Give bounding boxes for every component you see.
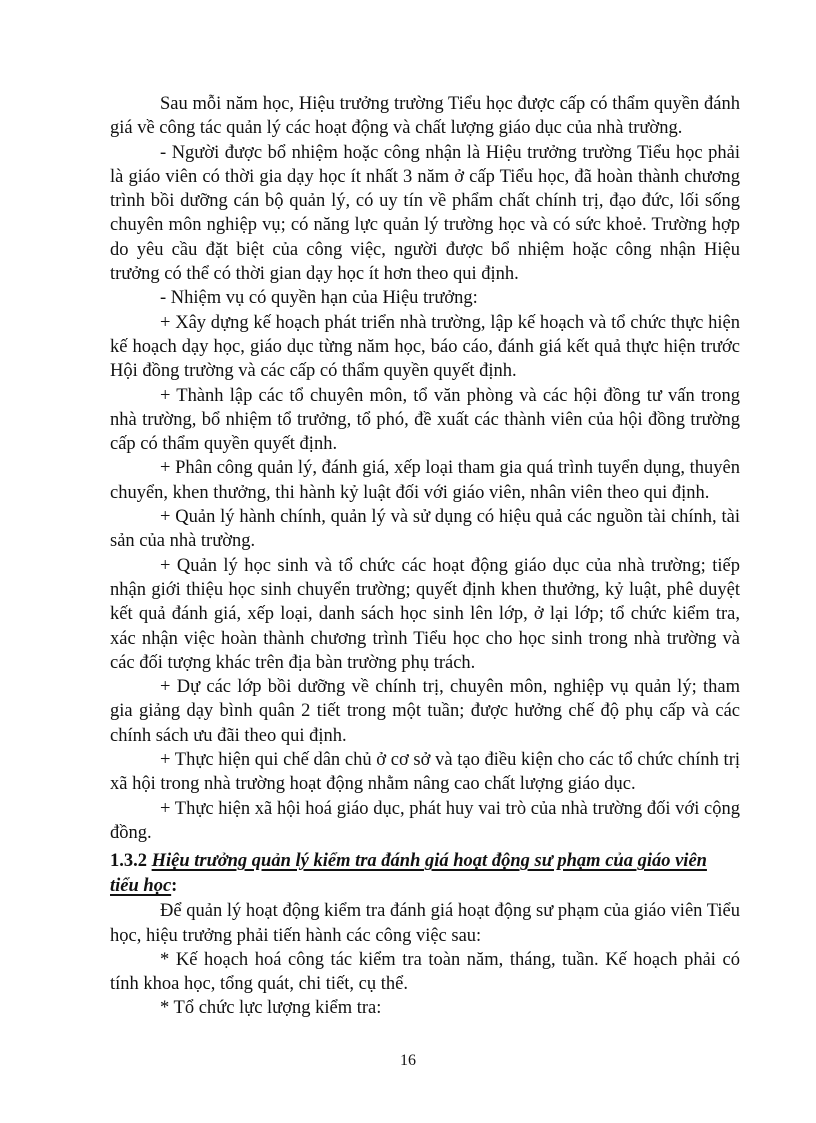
paragraph-duty-democracy: + Thực hiện qui chế dân chủ ở cơ sở và tạo điều kiện cho các tổ chức chính trị xã hội trong nhà trường hoạt động nhằm nâng cao chất lượng giáo dục. — [110, 750, 740, 795]
paragraph-duties-intro: - Nhiệm vụ có quyền hạn của Hiệu trưởng: — [160, 288, 478, 309]
paragraph-duty-socialization: + Thực hiện xã hội hoá giáo dục, phát huy vai trò của nhà trường đối với cộng đồng. — [110, 798, 740, 843]
paragraph-inspection-plan: * Kế hoạch hoá công tác kiểm tra toàn năm, tháng, tuần. Kế hoạch phải có tính khoa học, tổng quát, chi tiết, cụ thể. — [110, 949, 740, 995]
section-heading — [110, 849, 740, 899]
page-number: 16 — [400, 1052, 416, 1069]
section-number: 1.3.2 — [110, 851, 147, 872]
paragraph-section-intro: Để quản lý hoạt động kiểm tra đánh giá hoạt động sư phạm của giáo viên Tiểu học, hiệu trưởng phải tiến hành các công việc sau: — [110, 901, 740, 946]
paragraph-duty-students: + Quản lý học sinh và tổ chức các hoạt động giáo dục của nhà trường; tiếp nhận giới thiệu học sinh chuyển trường; quyết định khen thưởng, kỷ luật, phê duyệt kết quả đánh giá, xếp loại, danh sách học sinh lên lớp, ở lại lớp; tổ chức kiểm tra, xác nhận việc hoàn thành chương trình Tiểu học cho học sinh trong nhà trường và các đối tượng khác trên địa bàn trường phụ trách. — [110, 555, 740, 673]
paragraph-duty-staff: + Phân công quản lý, đánh giá, xếp loại tham gia quá trình tuyển dụng, thuyên chuyển, khen thưởng, thi hành kỷ luật đối với giáo viên, nhân viên theo qui định. — [110, 458, 740, 503]
paragraph-duty-planning: + Xây dựng kế hoạch phát triển nhà trường, lập kế hoạch và tổ chức thực hiện kế hoạch dạy học, giáo dục từng năm học, báo cáo, đánh giá kết quả thực hiện trước Hội đồng trường và các cấp có thẩm quyền quyết định. — [110, 312, 740, 382]
paragraph-duty-organization: + Thành lập các tổ chuyên môn, tổ văn phòng và các hội đồng tư vấn trong nhà trường, bổ nhiệm tổ trưởng, tổ phó, đề xuất các thành viên của hội đồng trường cấp có thẩm quyền quyết định. — [110, 385, 740, 455]
paragraph-duty-training: + Dự các lớp bồi dưỡng về chính trị, chuyên môn, nghiệp vụ quản lý; tham gia giảng dạy bình quân 2 tiết trong một tuần; được hưởng chế độ phụ cấp và các chính sách ưu đãi theo qui định. — [110, 677, 740, 746]
paragraph-duty-finance: + Quản lý hành chính, quản lý và sử dụng có hiệu quả các nguồn tài chính, tài sản của nhà trường. — [110, 507, 740, 552]
section-title: Hiệu trưởng quản lý kiểm tra đánh giá hoạt động sư phạm của giáo viên tiểu học — [110, 851, 707, 897]
paragraph-inspection-force: * Tổ chức lực lượng kiểm tra: — [160, 998, 382, 1019]
paragraph-principal-evaluation: Sau mỗi năm học, Hiệu trưởng trường Tiểu học được cấp có thẩm quyền đánh giá về công tác quản lý các hoạt động và chất lượng giáo dục của nhà trường. — [110, 94, 740, 139]
paragraph-appointment-requirements: - Người được bổ nhiệm hoặc công nhận là Hiệu trưởng trường Tiểu học phải là giáo viên có thời gia dạy học ít nhất 3 năm ở cấp Tiểu học, đã hoàn thành chương trình bồi dưỡng cán bộ quản lý, có uy tín về phẩm chất chính trị, đạo đức, lối sống chuyên môn nghiệp vụ; có năng lực quản lý trường học và có sức khoẻ. Trường hợp do yêu cầu đặt biệt của công việc, người được bổ nhiệm hoặc công nhận Hiệu trưởng có thể có thời gian dạy học ít hơn theo qui định. — [110, 142, 740, 285]
section-title-colon: : — [171, 876, 178, 897]
page-body — [110, 92, 740, 1021]
